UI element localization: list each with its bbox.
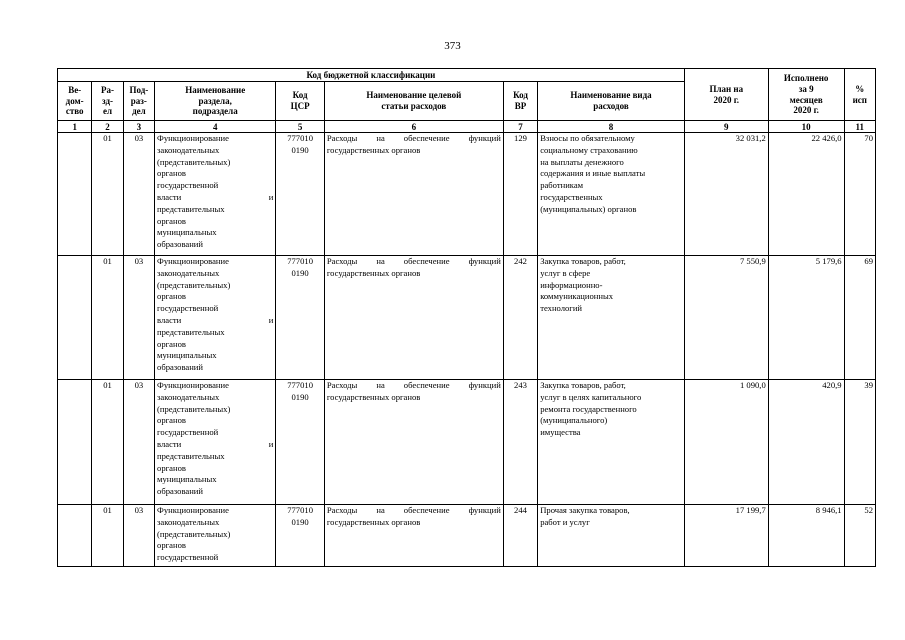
text-line: 0190 <box>291 516 309 527</box>
plan-header: План на 2020 г. <box>684 69 768 121</box>
text-word: власти <box>157 314 182 325</box>
kod-vr-cell: 244 <box>503 505 537 567</box>
text-word: и <box>268 438 274 449</box>
percent-cell: 69 <box>844 256 875 380</box>
expense-type-header: Наименование вида расходов <box>538 82 685 121</box>
percent-cell: 52 <box>844 505 875 567</box>
text-line: представительных <box>157 203 225 214</box>
text-line: государственной <box>157 303 219 314</box>
text-line: органов <box>157 291 186 302</box>
text-line: органов <box>157 168 186 179</box>
text-line: законодательных <box>157 391 220 402</box>
text-line: ремонта государственного <box>540 403 637 414</box>
expense-type-cell <box>538 133 685 256</box>
text-line: (муниципального) <box>540 415 608 426</box>
column-number: 1 <box>58 121 92 133</box>
podrazdel-cell: 03 <box>123 380 154 505</box>
vedomstvo-header: Ве- дом- ство <box>58 82 92 121</box>
expense-type-cell <box>538 380 685 505</box>
vedomstvo-cell <box>58 133 92 256</box>
table-row <box>58 133 876 256</box>
text-line: органов <box>157 215 186 226</box>
page-number: 373 <box>444 40 461 52</box>
text-line: имущества <box>540 427 581 438</box>
text-line: образований <box>157 239 204 250</box>
text-line <box>157 192 273 204</box>
plan-cell: 32 031,2 <box>684 133 768 256</box>
text-line: Функционирование <box>157 380 229 390</box>
kod-csr-cell <box>276 256 325 380</box>
text-line: муниципальных <box>157 350 217 361</box>
kod-csr-header: Код ЦСР <box>276 82 325 121</box>
executed-header: Исполнено за 9 месяцев 2020 г. <box>768 69 844 121</box>
text-line: 777010 <box>287 380 313 390</box>
plan-cell: 1 090,0 <box>684 380 768 505</box>
text-line: государственной <box>157 552 219 563</box>
text-line: (представительных) <box>157 279 231 290</box>
text-line: Прочая закупка товаров, <box>540 505 630 515</box>
text-line: (муниципальных) органов <box>540 203 637 214</box>
column-number: 9 <box>684 121 768 133</box>
budget-classification-header: Код бюджетной классификации <box>58 69 685 82</box>
razdel-cell: 01 <box>92 380 123 505</box>
column-number: 7 <box>503 121 537 133</box>
kod-csr-cell <box>276 133 325 256</box>
target-article-header: Наименование целевой статьи расходов <box>324 82 503 121</box>
column-number: 8 <box>538 121 685 133</box>
column-number: 10 <box>768 121 844 133</box>
podrazdel-cell: 03 <box>123 505 154 567</box>
section-name-cell <box>155 256 276 380</box>
text-line: 777010 <box>287 133 313 143</box>
text-line: 0190 <box>291 144 309 155</box>
text-line: государственной <box>157 427 219 438</box>
executed-cell: 22 426,0 <box>768 133 844 256</box>
text-line: социальному страхованию <box>540 144 638 155</box>
text-line: Функционирование <box>157 256 229 266</box>
text-line: (представительных) <box>157 156 231 167</box>
executed-cell: 8 946,1 <box>768 505 844 567</box>
text-line: 777010 <box>287 505 313 515</box>
text-word: власти <box>157 191 182 202</box>
percent-cell: 39 <box>844 380 875 505</box>
column-number: 6 <box>324 121 503 133</box>
plan-cell: 7 550,9 <box>684 256 768 380</box>
vedomstvo-cell <box>58 380 92 505</box>
kod-vr-header: Код ВР <box>503 82 537 121</box>
text-line: Взносы по обязательному <box>540 133 635 143</box>
razdel-cell: 01 <box>92 256 123 380</box>
text-line: органов <box>157 338 186 349</box>
text-line: работ и услуг <box>540 516 590 527</box>
text-line: государственной <box>157 180 219 191</box>
target-article-cell: Расходы на обеспечение функций государственных органов <box>324 256 503 380</box>
text-word: и <box>268 191 274 202</box>
text-line <box>157 315 273 327</box>
text-line: (представительных) <box>157 528 231 539</box>
vedomstvo-cell <box>58 505 92 567</box>
vedomstvo-cell <box>58 256 92 380</box>
column-numbers-row <box>58 121 876 133</box>
razdel-cell: 01 <box>92 133 123 256</box>
kod-vr-cell: 242 <box>503 256 537 380</box>
expense-type-cell <box>538 256 685 380</box>
column-number: 2 <box>92 121 123 133</box>
expense-type-cell <box>538 505 685 567</box>
text-line: законодательных <box>157 144 220 155</box>
text-line: технологий <box>540 303 583 314</box>
text-line: содержания и иные выплаты <box>540 168 646 179</box>
budget-table <box>57 68 876 567</box>
executed-cell: 5 179,6 <box>768 256 844 380</box>
podrazdel-header: Под- раз- дел <box>123 82 154 121</box>
text-line: органов <box>157 540 186 551</box>
text-line: 777010 <box>287 256 313 266</box>
razdel-cell: 01 <box>92 505 123 567</box>
target-article-cell: Расходы на обеспечение функций государственных органов <box>324 133 503 256</box>
text-line: органов <box>157 462 186 473</box>
text-line: 0190 <box>291 267 309 278</box>
section-name-cell <box>155 505 276 567</box>
kod-vr-cell: 243 <box>503 380 537 505</box>
percent-cell: 70 <box>844 133 875 256</box>
text-line: государственных <box>540 191 603 202</box>
section-name-header: Наименование раздела, подраздела <box>155 82 276 121</box>
text-line: Функционирование <box>157 505 229 515</box>
podrazdel-cell: 03 <box>123 256 154 380</box>
text-line: 0190 <box>291 391 309 402</box>
plan-cell: 17 199,7 <box>684 505 768 567</box>
table-row <box>58 380 876 505</box>
column-number: 11 <box>844 121 875 133</box>
table-row <box>58 256 876 380</box>
text-line: работникам <box>540 180 584 191</box>
text-line: на выплаты денежного <box>540 156 624 167</box>
text-word: и <box>268 314 274 325</box>
section-name-cell <box>155 133 276 256</box>
text-line: информационно- <box>540 279 603 290</box>
kod-csr-cell <box>276 380 325 505</box>
razdel-header: Ра- зд- ел <box>92 82 123 121</box>
percent-header: % исп <box>844 69 875 121</box>
podrazdel-cell: 03 <box>123 133 154 256</box>
text-line: законодательных <box>157 516 220 527</box>
text-line: Функционирование <box>157 133 229 143</box>
kod-vr-cell: 129 <box>503 133 537 256</box>
text-line: муниципальных <box>157 474 217 485</box>
executed-cell: 420,9 <box>768 380 844 505</box>
text-line: органов <box>157 415 186 426</box>
text-line: коммуникационных <box>540 291 614 302</box>
target-article-cell: Расходы на обеспечение функций государственных органов <box>324 505 503 567</box>
target-article-cell: Расходы на обеспечение функций государственных органов <box>324 380 503 505</box>
text-line: представительных <box>157 450 225 461</box>
text-line: Закупка товаров, работ, <box>540 256 626 266</box>
table-body <box>58 133 876 567</box>
section-name-cell <box>155 380 276 505</box>
column-number: 3 <box>123 121 154 133</box>
table-row <box>58 505 876 567</box>
text-line: муниципальных <box>157 227 217 238</box>
text-word: власти <box>157 438 182 449</box>
text-line: услуг в сфере <box>540 267 591 278</box>
column-number: 4 <box>155 121 276 133</box>
text-line: образований <box>157 362 204 373</box>
kod-csr-cell <box>276 505 325 567</box>
text-line: законодательных <box>157 267 220 278</box>
text-line <box>157 439 273 451</box>
table-header <box>58 69 876 133</box>
column-number: 5 <box>276 121 325 133</box>
text-line: образований <box>157 486 204 497</box>
text-line: (представительных) <box>157 403 231 414</box>
text-line: услуг в целях капитального <box>540 391 642 402</box>
text-line: представительных <box>157 326 225 337</box>
text-line: Закупка товаров, работ, <box>540 380 626 390</box>
